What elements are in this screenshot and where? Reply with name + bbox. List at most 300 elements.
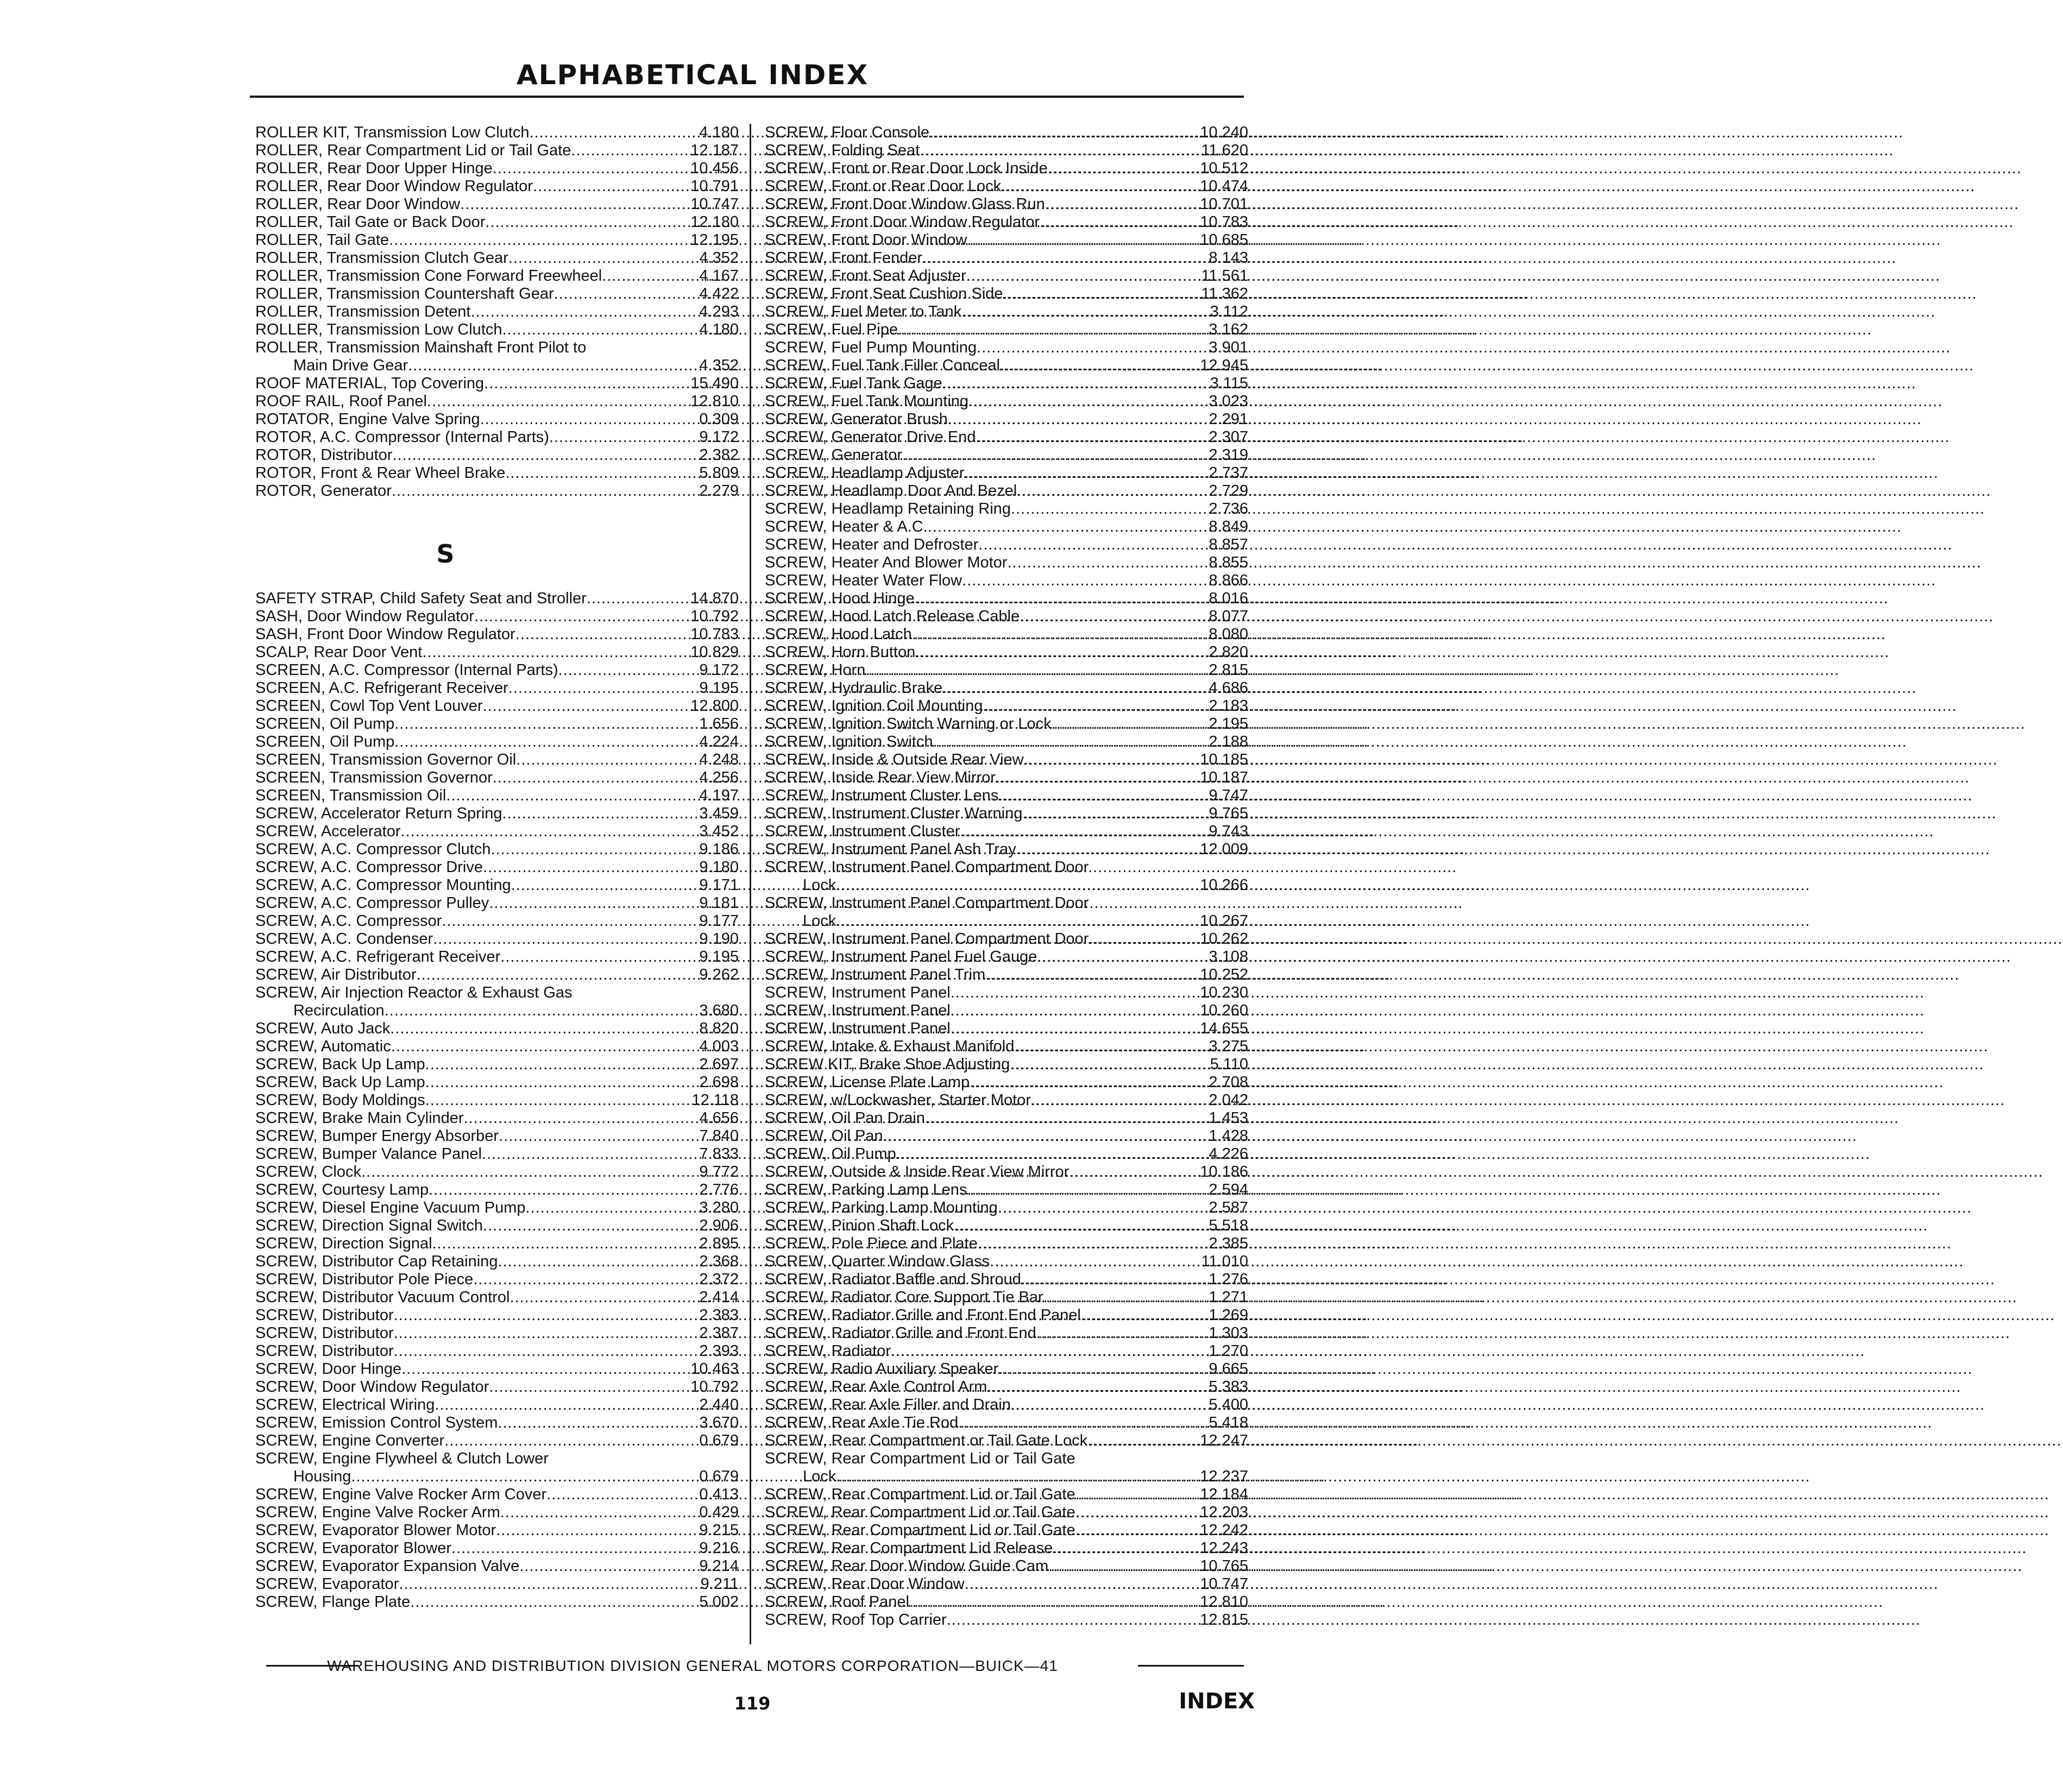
entry-label-wrap (765, 679, 1145, 697)
entry-reference: 5.418 (1209, 1414, 1248, 1431)
entry-label-wrap (765, 1091, 1145, 1109)
entry-reference: 2.594 (1209, 1181, 1248, 1198)
entry-label-wrap (765, 1002, 1145, 1020)
entry-label-wrap (255, 160, 636, 178)
entry-reference: 11.362 (1201, 285, 1248, 302)
entry-reference: 7.833 (699, 1145, 739, 1163)
leader-dots (865, 661, 1839, 679)
leader-dots (928, 518, 1902, 536)
entry-reference: 3.023 (1209, 393, 1248, 410)
entry-text: ROLLER, Transmission Mainshaft Front Pilot to (255, 339, 587, 356)
entry-reference: 9.180 (699, 859, 739, 876)
entry-reference: 2.383 (699, 1307, 739, 1324)
entry-reference: 12.247 (1200, 1432, 1248, 1449)
index-entry (765, 375, 1254, 393)
entry-reference: 4.422 (699, 285, 739, 302)
entry-text: SAFETY STRAP, Child Safety Seat and Stroller (255, 590, 587, 607)
index-entry (765, 411, 1254, 428)
entry-reference: 11.010 (1201, 1253, 1248, 1270)
entry-text: SCREW, Courtesy Lamp (255, 1181, 429, 1198)
entry-label-wrap (765, 1109, 1145, 1127)
index-entry (765, 894, 1254, 912)
entry-reference: 2.895 (699, 1235, 739, 1252)
leader-dots (964, 1575, 1938, 1593)
index-entry (765, 1575, 1254, 1593)
index-entry (765, 572, 1254, 590)
entry-reference: 10.187 (1200, 769, 1248, 786)
entry-label-wrap (255, 303, 636, 321)
index-entry (765, 1324, 1254, 1342)
entry-label-wrap (765, 1360, 1145, 1378)
entry-label-wrap (765, 178, 1145, 195)
entry-label-wrap (255, 894, 636, 912)
entry-label-wrap (255, 859, 636, 876)
entry-label-wrap (255, 751, 636, 769)
index-entry (765, 912, 1254, 930)
entry-text: SCREW, Distributor Pole Piece (255, 1271, 474, 1288)
entry-label-wrap (255, 733, 636, 751)
entry-reference: 8.855 (1209, 554, 1248, 571)
index-entry (255, 285, 744, 303)
leader-dots (836, 876, 1810, 894)
index-entry (255, 1109, 744, 1127)
left-entries-roller (255, 124, 744, 500)
entry-text: SCREW, Front or Rear Door Lock (765, 178, 1002, 195)
entry-reference: 0.679 (699, 1432, 739, 1449)
entry-reference: 2.307 (1209, 428, 1248, 446)
index-entry (765, 267, 1254, 285)
entry-text: SCREW, Heater And Blower Motor (765, 554, 1008, 571)
leader-dots (896, 1145, 1870, 1163)
entry-label-wrap (765, 393, 1145, 411)
entry-reference: 12.815 (1200, 1611, 1248, 1629)
entry-reference: 9.172 (699, 661, 739, 679)
index-entry (765, 554, 1254, 572)
entry-reference: 4.293 (699, 303, 739, 320)
index-entry (765, 1163, 1254, 1181)
entry-label-wrap (255, 805, 636, 823)
leader-dots (933, 733, 1907, 751)
entry-text: SASH, Front Door Window Regulator (255, 626, 515, 643)
index-entry (765, 626, 1254, 643)
entry-text: ROTOR, Generator (255, 482, 392, 500)
entry-label-wrap (255, 912, 636, 930)
entry-reference: 2.385 (1209, 1235, 1248, 1252)
index-entry (765, 213, 1254, 231)
entry-label-wrap (765, 1217, 1145, 1235)
index-entry (765, 339, 1254, 357)
entry-text: SCREW, Hood Latch Release Cable (765, 608, 1020, 625)
entry-text: ROLLER, Transmission Clutch Gear (255, 249, 508, 267)
entry-text: SCREW, Fuel Tank Mounting (765, 393, 969, 410)
entry-text: SCREW, Fuel Pipe (765, 321, 898, 338)
entry-label-wrap (255, 1378, 636, 1396)
leader-dots (958, 1414, 1932, 1432)
leader-dots (967, 1181, 1941, 1199)
entry-reference: 8.857 (1209, 536, 1248, 553)
entry-text: Lock (803, 1468, 836, 1485)
entry-label-wrap (255, 1145, 636, 1163)
entry-reference: 2.183 (1209, 697, 1248, 715)
entry-text: SCREW, Instrument Panel Trim (765, 966, 986, 983)
entry-label-wrap (765, 1522, 1145, 1539)
entry-label-wrap (765, 608, 1145, 626)
index-entry (765, 823, 1254, 841)
index-entry (765, 1360, 1254, 1378)
index-entry (255, 859, 744, 876)
entry-reference: 9.177 (699, 912, 739, 930)
entry-text: SCREW, Distributor (255, 1324, 394, 1342)
leader-dots (967, 231, 1941, 249)
entry-text: ROLLER, Rear Door Upper Hinge (255, 160, 493, 177)
entry-label-wrap (765, 966, 1145, 984)
entry-label-wrap (255, 1056, 636, 1074)
entry-label-wrap (255, 231, 636, 249)
leader-dots (915, 590, 1889, 608)
entry-reference: 4.180 (699, 124, 739, 141)
entry-reference: 9.186 (699, 841, 739, 858)
entry-label-wrap (255, 715, 636, 733)
entry-text: SCREW, Heater and Defroster (765, 536, 979, 553)
entry-label-wrap (765, 590, 1145, 608)
entry-reference: 4.248 (699, 751, 739, 768)
entry-label-wrap (255, 823, 636, 841)
entry-text: SCREW, Door Hinge (255, 1360, 402, 1378)
entry-text: SCREW, Horn Button (765, 643, 916, 661)
entry-label-wrap (765, 375, 1145, 393)
entry-reference: 10.685 (1200, 231, 1248, 249)
entry-label-wrap (765, 859, 1145, 876)
index-entry (255, 446, 744, 464)
entry-reference: 2.708 (1209, 1074, 1248, 1091)
index-entry (765, 859, 1254, 876)
entry-label-wrap (255, 1414, 636, 1432)
index-entry (765, 536, 1254, 554)
index-entry (765, 1038, 1254, 1056)
index-entry (255, 231, 744, 249)
leader-dots (966, 267, 1940, 285)
index-entry (255, 1253, 744, 1271)
entry-reference: 2.729 (1209, 482, 1248, 500)
index-entry (765, 984, 1254, 1002)
leader-dots (902, 446, 1876, 464)
index-entry (765, 357, 1254, 375)
entry-text: SCREW, Pinion Shaft Lock (765, 1217, 954, 1234)
entry-reference: 3.452 (699, 823, 739, 840)
entry-text: Lock (803, 912, 836, 930)
entry-reference: 12.800 (690, 697, 739, 715)
entry-label-wrap (765, 841, 1145, 859)
entry-text: SCREW, Engine Valve Rocker Arm Cover (255, 1486, 547, 1503)
entry-label-wrap (765, 1324, 1145, 1342)
entry-reference: 2.319 (1209, 446, 1248, 464)
index-entry (255, 160, 744, 178)
entry-text: SCREW, Parking Lamp Mounting (765, 1199, 998, 1216)
entry-label-wrap (255, 1163, 636, 1181)
leader-dots (954, 1217, 1928, 1235)
entry-label-wrap (255, 948, 636, 966)
entry-label-wrap (255, 411, 636, 428)
entry-reference: 9.214 (699, 1557, 739, 1575)
leader-dots (891, 1342, 1865, 1360)
leader-dots (996, 769, 1970, 787)
index-entry (765, 428, 1254, 446)
entry-label-wrap (255, 1271, 636, 1289)
leader-dots (915, 643, 1889, 661)
entry-text: SCREW, Direction Signal Switch (255, 1217, 483, 1234)
index-entry (765, 1217, 1254, 1235)
leader-dots (970, 1074, 1944, 1091)
entry-reference: 2.587 (1209, 1199, 1248, 1216)
entry-label-wrap (255, 1360, 636, 1378)
entry-text: ROLLER, Transmission Cone Forward Freewheel (255, 267, 602, 285)
entry-text: SCREW, Clock (255, 1163, 361, 1181)
entry-label-wrap (765, 231, 1145, 249)
entry-label-wrap (765, 876, 1145, 894)
index-entry (255, 375, 744, 393)
leader-dots (942, 679, 1916, 697)
entry-text: SCREW, Radiator Grille and Front End (765, 1324, 1036, 1342)
leader-dots (922, 249, 1896, 267)
entry-text: SCREW, A.C. Compressor Mounting (255, 876, 511, 894)
entry-label-wrap (255, 285, 636, 303)
entry-label-wrap (765, 1342, 1145, 1360)
entry-text: SCREW, Instrument Panel Fuel Gauge (765, 948, 1037, 966)
entry-reference: 12.203 (1200, 1504, 1248, 1521)
entry-reference: 8.866 (1209, 572, 1248, 589)
entry-text: SCREW, Front Door Window (765, 231, 967, 249)
entry-label-wrap (255, 178, 636, 195)
entry-label-wrap (255, 267, 636, 285)
entry-text: ROOF MATERIAL, Top Covering (255, 375, 485, 392)
entry-label-wrap (255, 124, 636, 142)
entry-reference: 9.665 (1209, 1360, 1248, 1378)
index-entry (255, 1557, 744, 1575)
entry-label-wrap (255, 876, 636, 894)
entry-reference: 3.459 (699, 805, 739, 822)
entry-reference: 4.226 (1209, 1145, 1248, 1163)
entry-reference: 4.352 (699, 357, 739, 374)
entry-label-wrap (255, 679, 636, 697)
entry-text: SCREW, Engine Flywheel & Clutch Lower (255, 1450, 549, 1467)
entry-text: SCREW, A.C. Compressor Drive (255, 859, 483, 876)
index-entry (765, 1432, 1254, 1450)
entry-reference: 9.765 (1209, 805, 1248, 822)
index-entry (255, 715, 744, 733)
section-heading (255, 536, 636, 572)
index-entry (765, 178, 1254, 195)
entry-label-wrap (255, 1539, 636, 1557)
index-entry (765, 1253, 1254, 1271)
index-entry (255, 339, 744, 357)
index-entry (765, 1145, 1254, 1163)
entry-reference: 4.686 (1209, 679, 1248, 697)
index-entry (765, 303, 1254, 321)
index-entry (255, 930, 744, 948)
page-number: 119 (734, 1693, 771, 1714)
index-entry (255, 1486, 744, 1504)
entry-text: SASH, Door Window Regulator (255, 608, 474, 625)
entry-reference: 4.167 (699, 267, 739, 285)
index-entry (255, 697, 744, 715)
index-entry (255, 823, 744, 841)
entry-reference: 12.243 (1200, 1539, 1248, 1557)
index-entry (765, 608, 1254, 626)
entry-label-wrap (255, 393, 636, 411)
index-entry (255, 267, 744, 285)
entry-text: SCREW, Instrument Panel (765, 1020, 951, 1037)
entry-text: Housing (293, 1468, 351, 1485)
index-entry (765, 1504, 1254, 1522)
entry-reference: 2.387 (699, 1324, 739, 1342)
entry-text: SCREW, Heater Water Flow (765, 572, 963, 589)
entry-text: SCREW, A.C. Compressor Clutch (255, 841, 491, 858)
entry-text: SCREW, Front Fender (765, 249, 923, 267)
entry-text: SCREW, Outside & Inside Rear View Mirror (765, 1163, 1070, 1181)
entry-text: SCREW, Instrument Panel (765, 984, 951, 1001)
footer-publisher: WAREHOUSING AND DISTRIBUTION DIVISION GENERAL MOTORS CORPORATION—BUICK—41 (327, 1657, 1058, 1674)
entry-text: SCREW, Rear Axle Filler and Drain (765, 1396, 1011, 1414)
index-entry (765, 1271, 1254, 1289)
entry-reference: 10.252 (1200, 966, 1248, 983)
entry-reference: 3.112 (1210, 303, 1248, 320)
index-entry (765, 1181, 1254, 1199)
entry-label-wrap (255, 428, 636, 446)
entry-label-wrap (255, 841, 636, 859)
entry-label-wrap (765, 213, 1145, 231)
entry-reference: 10.240 (1200, 124, 1248, 141)
title-rule (250, 96, 1244, 98)
entry-text: SCREW, w/Lockwasher, Starter Motor (765, 1091, 1031, 1109)
entry-text: SCREW, Hood Latch (765, 626, 912, 643)
leader-dots (964, 464, 1938, 482)
leader-dots (909, 1593, 1883, 1611)
entry-reference: 2.906 (699, 1217, 739, 1234)
index-entry (255, 590, 744, 608)
index-entry (765, 285, 1254, 303)
entry-label-wrap (255, 1002, 636, 1020)
index-entry (255, 1056, 744, 1074)
entry-reference: 1.428 (1209, 1127, 1248, 1145)
entry-label-wrap (765, 554, 1145, 572)
entry-label-wrap (765, 500, 1145, 518)
index-entry (765, 1307, 1254, 1324)
entry-text: SCREW, Rear Compartment Lid or Tail Gate (765, 1504, 1075, 1521)
entry-reference: 10.701 (1200, 195, 1248, 213)
index-entry (765, 679, 1254, 697)
index-entry (255, 787, 744, 805)
entry-reference: 10.792 (690, 608, 739, 625)
entry-text: SCREW, Accelerator Return Spring (255, 805, 502, 822)
index-entry (765, 1020, 1254, 1038)
leader-dots (883, 1127, 1857, 1145)
index-entry (255, 769, 744, 787)
index-entry (765, 1396, 1254, 1414)
entry-label-wrap (765, 1127, 1145, 1145)
entry-text: SCREW, Rear Door Window Guide Cam (765, 1557, 1049, 1575)
entry-text: SCREW, Ignition Switch Warning or Lock (765, 715, 1052, 733)
entry-label-wrap (765, 160, 1145, 178)
index-entry (765, 1486, 1254, 1504)
leader-dots (962, 572, 1936, 590)
entry-text: SCREW, Back Up Lamp (255, 1074, 425, 1091)
entry-text: SCREW, Radiator Baffle and Shroud (765, 1271, 1021, 1288)
leader-dots (960, 823, 1934, 841)
entry-reference: 10.747 (690, 195, 739, 213)
entry-text: Recirculation (293, 1002, 385, 1019)
entry-text: SCREW, Intake & Exhaust Manifold (765, 1038, 1015, 1055)
index-entry (255, 841, 744, 859)
entry-label-wrap (765, 1378, 1145, 1396)
index-entry (255, 393, 744, 411)
entry-label-wrap (255, 249, 636, 267)
entry-text: ROLLER, Rear Door Window (255, 195, 461, 213)
entry-label-wrap (765, 823, 1145, 841)
entry-label-wrap (255, 1235, 636, 1253)
entry-reference: 12.187 (690, 142, 739, 159)
entry-reference: 4.224 (699, 733, 739, 750)
entry-reference: 0.679 (699, 1468, 739, 1485)
entry-text: SCREW, Inside & Outside Rear View (765, 751, 1024, 768)
index-entry (765, 1091, 1254, 1109)
entry-reference: 0.429 (699, 1504, 739, 1521)
entry-text: SCREW, Engine Converter (255, 1432, 445, 1449)
index-entry (255, 948, 744, 966)
entry-reference: 8.820 (699, 1020, 739, 1037)
entry-text: SCREW, Instrument Cluster (765, 823, 960, 840)
left-column (255, 124, 744, 1611)
entry-label-wrap (255, 339, 636, 357)
entry-text: SCREW, Bumper Energy Absorber (255, 1127, 499, 1145)
entry-text: SCREW, Instrument Panel Compartment Door (765, 930, 1089, 948)
index-entry (255, 1002, 744, 1020)
entry-label-wrap (255, 1342, 636, 1360)
entry-label-wrap (765, 1253, 1145, 1271)
entry-reference: 9.215 (699, 1522, 739, 1539)
entry-text: SCREW, Inside Rear View Mirror (765, 769, 996, 786)
leader-dots (978, 1235, 1952, 1253)
entry-reference: 10.185 (1200, 751, 1248, 768)
entry-text: SCREW, Instrument Panel Ash Tray (765, 841, 1016, 858)
leader-dots (898, 321, 1872, 339)
right-entries (765, 124, 1254, 1629)
leader-dots (942, 375, 1916, 393)
entry-reference: 9.195 (699, 948, 739, 966)
entry-reference: 10.783 (1200, 213, 1248, 231)
index-entry (765, 697, 1254, 715)
entry-label-wrap (255, 1307, 636, 1324)
entry-text: SCREW, Evaporator Blower (255, 1539, 452, 1557)
entry-reference: 1.656 (699, 715, 739, 733)
index-entry (765, 321, 1254, 339)
entry-text: SCREW, Front Door Window Glass Run (765, 195, 1045, 213)
entry-label-wrap (765, 697, 1145, 715)
leader-dots (951, 1020, 1924, 1038)
entry-text: SCREEN, A.C. Compressor (Internal Parts) (255, 661, 558, 679)
entry-reference: 1.453 (1209, 1109, 1248, 1127)
index-entry (255, 1235, 744, 1253)
entry-text: SCREW, Front or Rear Door Lock Inside (765, 160, 1048, 177)
entry-reference: 9.211 (700, 1575, 739, 1593)
index-entry (255, 751, 744, 769)
entry-reference: 8.016 (1209, 590, 1248, 607)
spacer (255, 500, 744, 518)
index-entry (765, 751, 1254, 769)
leader-dots (836, 912, 1810, 930)
entry-reference: 4.180 (699, 321, 739, 338)
entry-reference: 2.372 (699, 1271, 739, 1288)
entry-text: ROOF RAIL, Roof Panel (255, 393, 427, 410)
